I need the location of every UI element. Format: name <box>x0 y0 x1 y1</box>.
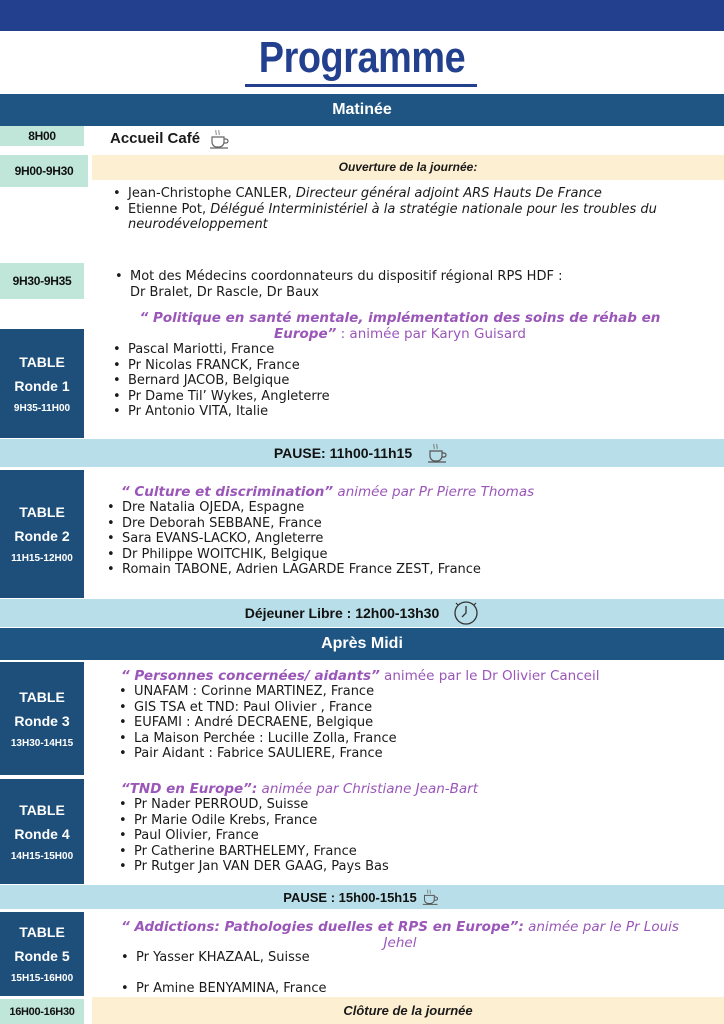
participant-item: • Dr Philippe WOITCHIK, Belgique <box>104 547 704 563</box>
table-ronde-1-label: TABLE Ronde 1 9H35-11H00 <box>0 329 84 438</box>
participant-item: • Pr Dame Til’ Wykes, Angleterre <box>110 389 610 405</box>
mot-line: • Mot des Médecins coordonnateurs du dispositif régional RPS HDF : Dr Bralet, Dr Rascle, Dr Baux <box>112 269 712 300</box>
coffee-cup-icon <box>208 128 232 150</box>
table-ronde-4-participants <box>116 797 676 875</box>
table-ronde-4-label: TABLE Ronde 4 14H15-15H00 <box>0 779 84 884</box>
participant-item: • Pr Catherine BARTHELEMY, France <box>116 844 676 860</box>
ouverture-title: Ouverture de la journée: <box>92 155 724 180</box>
participant-item: • UNAFAM : Corinne MARTINEZ, France <box>116 684 676 700</box>
time-ouverture: 9H00-9H30 <box>0 155 88 187</box>
section-apres-midi: Après Midi <box>0 628 724 660</box>
cloture-title: Clôture de la journée <box>92 997 724 1024</box>
speaker-item: • Jean-Christophe CANLER, Directeur général adjoint ARS Hauts De France <box>110 186 710 202</box>
title-underline <box>245 84 477 87</box>
table-ronde-1-theme: “ Politique en santé mentale, implémentation des soins de réhab en Europe” : animée par Karyn Guisard <box>139 310 661 342</box>
table-ronde-5-participants-2 <box>118 981 678 997</box>
participant-item: • GIS TSA et TND: Paul Olivier , France <box>116 700 676 716</box>
table-ronde-5-label: TABLE Ronde 5 15H15-16H00 <box>0 912 84 996</box>
pause-1: PAUSE: 11h00-11h15 <box>0 439 724 467</box>
accueil-label: Accueil Café <box>110 130 201 147</box>
participant-item: • EUFAMI : André DECRAENE, Belgique <box>116 715 676 731</box>
participant-item: • Pair Aidant : Fabrice SAULIERE, France <box>116 746 676 762</box>
table-ronde-2-participants <box>104 500 704 578</box>
participant-item: • Pr Marie Odile Krebs, France <box>116 813 676 829</box>
table-ronde-3-participants <box>116 684 676 762</box>
speaker-item: • Etienne Pot, Délégué Interministériel à la stratégie nationale pour les troubles du neurodéveloppement <box>110 202 710 233</box>
section-matinee: Matinée <box>0 94 724 126</box>
participant-item: • Paul Olivier, France <box>116 828 676 844</box>
participant-item: • Pr Nader PERROUD, Suisse <box>116 797 676 813</box>
participant-item: • Pr Antonio VITA, Italie <box>110 404 610 420</box>
participant-item: • Pr Rutger Jan VAN DER GAAG, Pays Bas <box>116 859 676 875</box>
participant-item: • Pr Yasser KHAZAAL, Suisse <box>118 950 678 966</box>
time-mot: 9H30-9H35 <box>0 263 84 299</box>
participant-item: • Sara EVANS-LACKO, Angleterre <box>104 531 704 547</box>
header-band <box>0 0 724 31</box>
accueil-row <box>110 126 232 152</box>
participant-item: • Dre Natalia OJEDA, Espagne <box>104 500 704 516</box>
table-ronde-1-participants <box>110 342 610 420</box>
table-ronde-4-theme: “TND en Europe”: animée par Christiane Jean-Bart <box>121 781 479 797</box>
page-title: Programme <box>258 33 466 82</box>
coffee-cup-icon <box>426 442 450 464</box>
participant-item: • La Maison Perchée : Lucille Zolla, France <box>116 731 676 747</box>
mot-medecins <box>112 269 712 300</box>
pause-2: PAUSE : 15h00-15h15 <box>0 885 724 909</box>
clock-icon <box>453 600 479 626</box>
table-ronde-2-label: TABLE Ronde 2 11H15-12H00 <box>0 470 84 598</box>
coffee-cup-icon <box>421 888 441 906</box>
time-cloture: 16H00-16H30 <box>0 999 84 1024</box>
participant-item: • Dre Deborah SEBBANE, France <box>104 516 704 532</box>
table-ronde-3-theme: “ Personnes concernées/ aidants” animée par le Dr Olivier Canceil <box>121 668 600 684</box>
participant-item: • Pr Nicolas FRANCK, France <box>110 358 610 374</box>
participant-item: • Pascal Mariotti, France <box>110 342 610 358</box>
table-ronde-3-label: TABLE Ronde 3 13H30-14H15 <box>0 662 84 775</box>
ouverture-speakers <box>110 186 710 233</box>
participant-item: • Bernard JACOB, Belgique <box>110 373 610 389</box>
participant-item: • Pr Amine BENYAMINA, France <box>118 981 678 997</box>
table-ronde-2-theme: “ Culture et discrimination” animée par Pr Pierre Thomas <box>121 484 535 500</box>
dejeuner-bar: Déjeuner Libre : 12h00-13h30 <box>0 599 724 627</box>
time-accueil: 8H00 <box>0 126 84 146</box>
table-ronde-5-theme: “ Addictions: Pathologies duelles et RPS en Europe”: animée par le Pr Louis Jehel <box>121 919 679 951</box>
participant-item: • Romain TABONE, Adrien LAGARDE France ZEST, France <box>104 562 704 578</box>
table-ronde-5-participants <box>118 950 678 966</box>
